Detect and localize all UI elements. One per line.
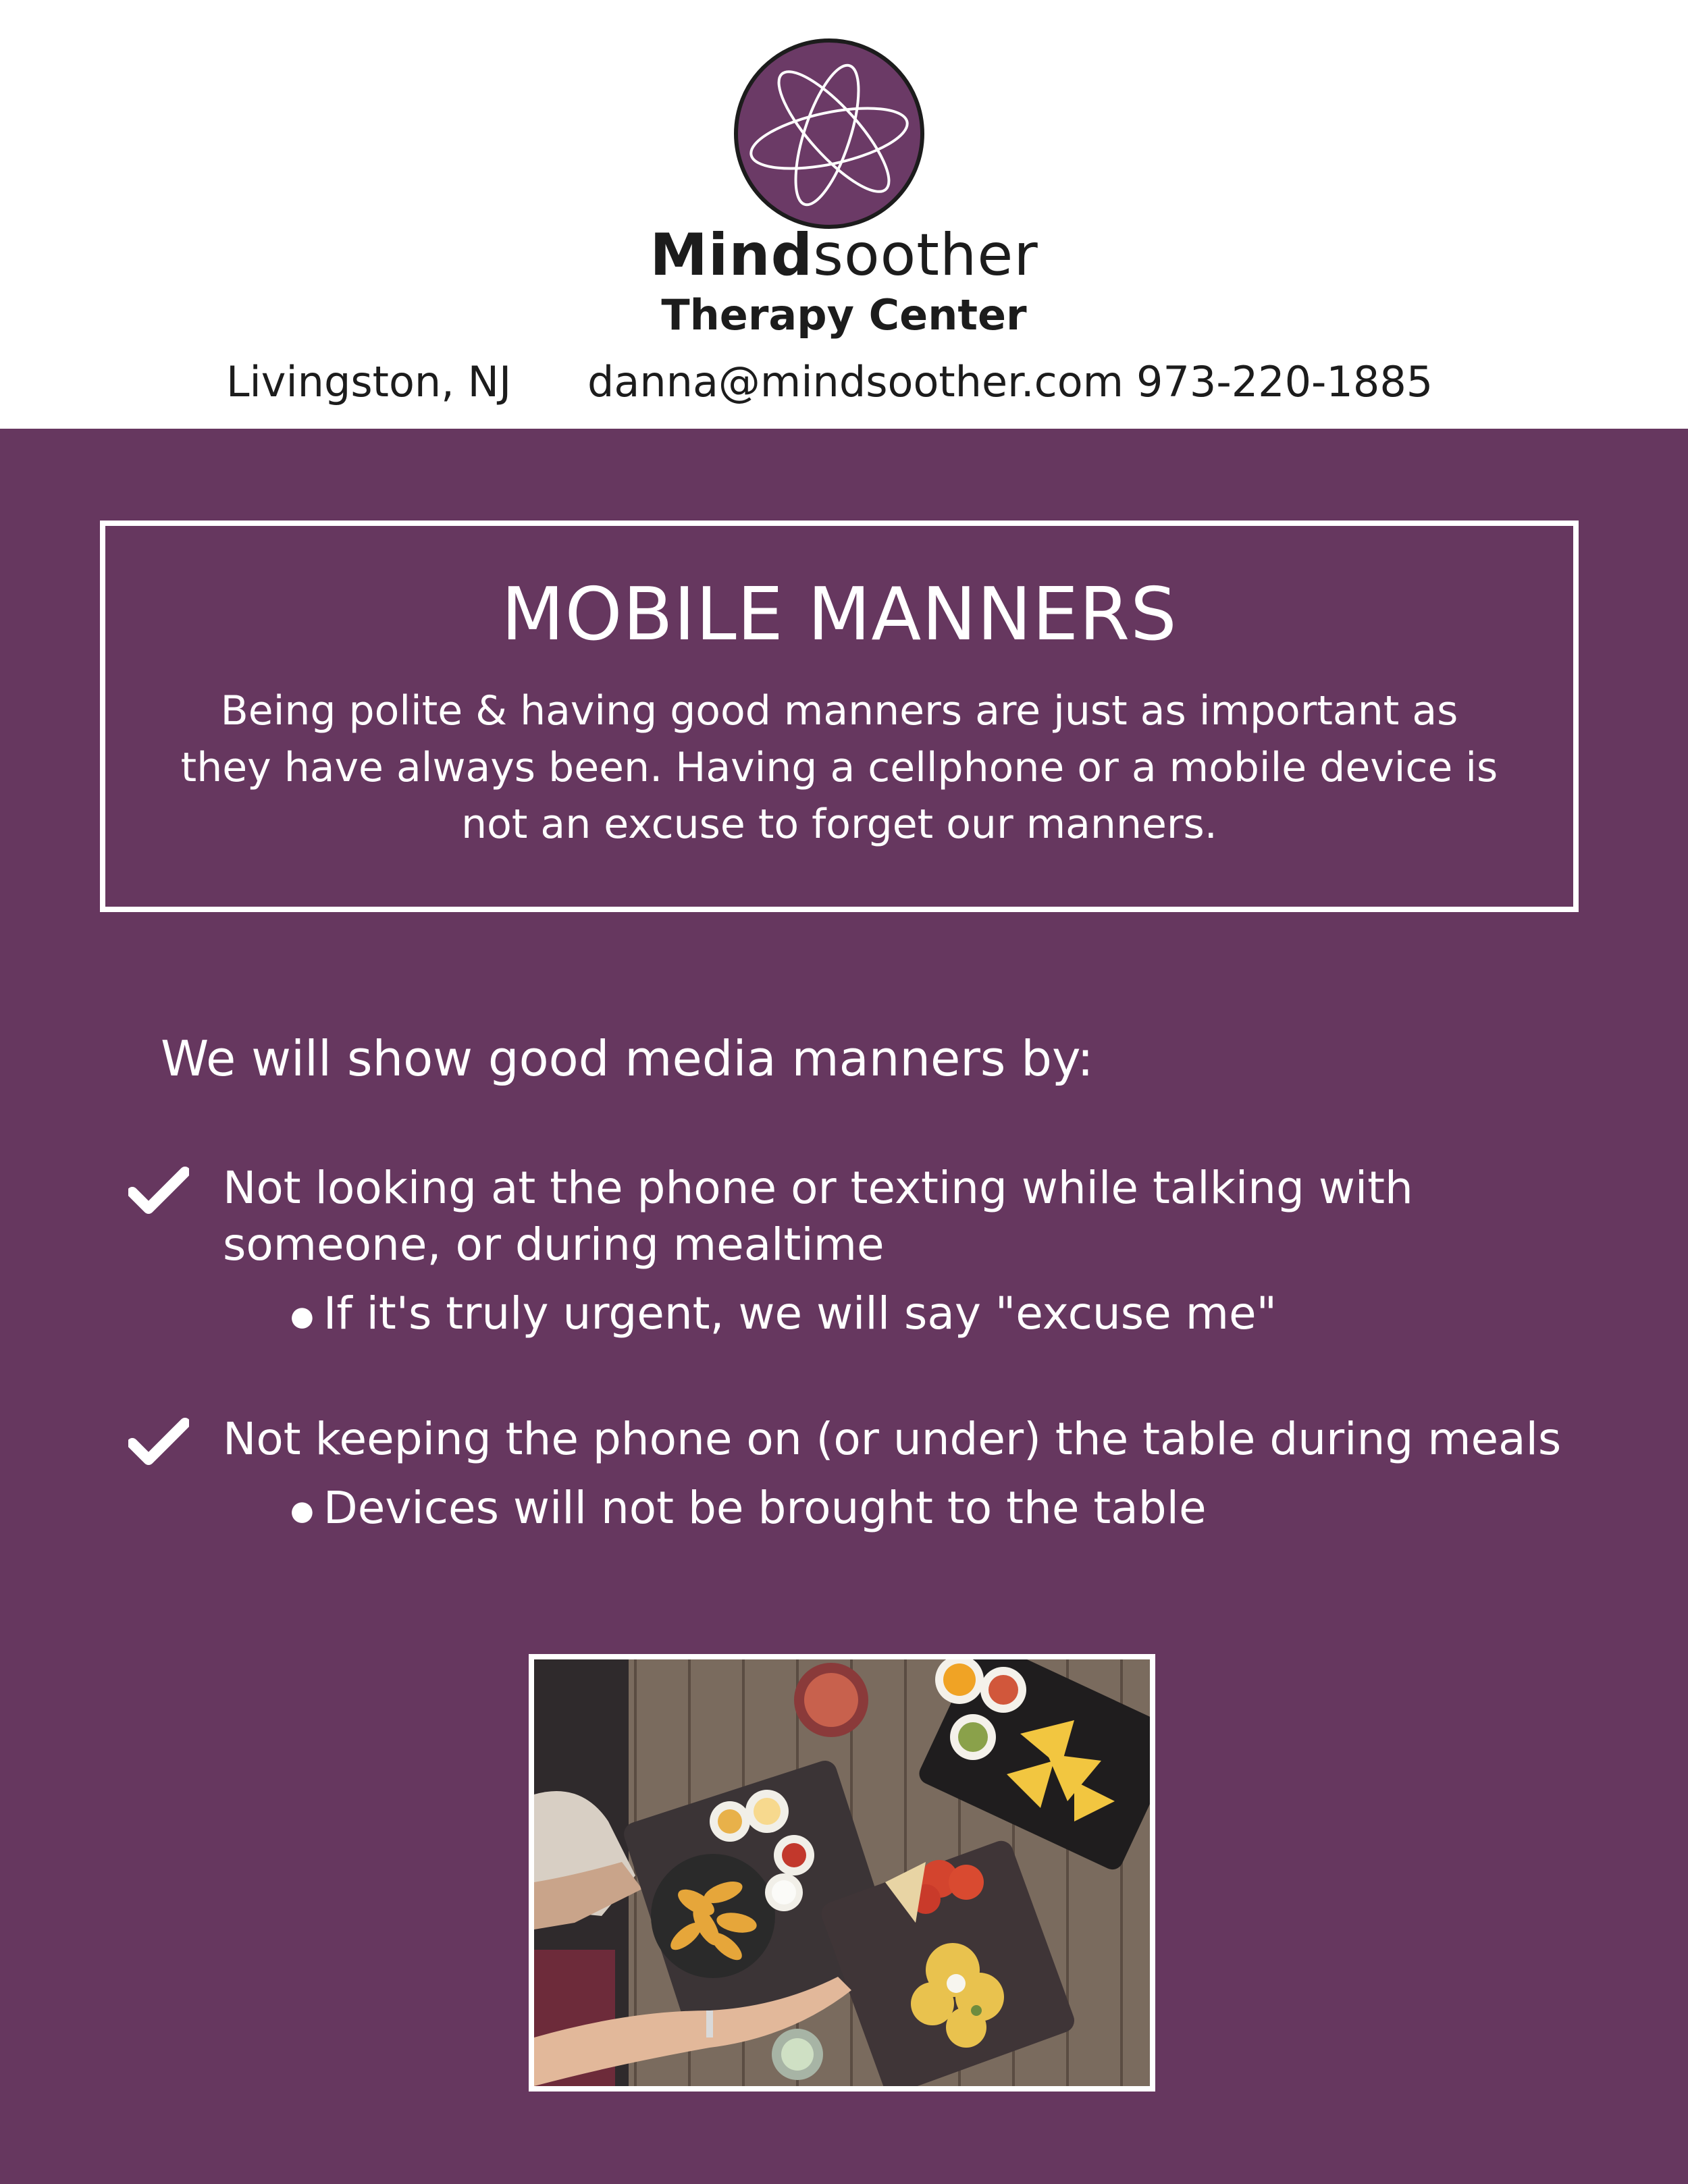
- bullet-icon: ●: [290, 1495, 314, 1526]
- brand-name: [0, 223, 1688, 340]
- manner-sub-item: [290, 1285, 1614, 1345]
- manners-lead: We will show good media manners by:: [161, 1030, 1094, 1087]
- manner-item: [128, 1160, 1614, 1345]
- manner-item-text: Not looking at the phone or texting while talking with someone, or during mealtime: [223, 1162, 1413, 1271]
- contact-email: danna@mindsoother.com: [587, 357, 1124, 406]
- page-title: MOBILE MANNERS: [501, 572, 1178, 657]
- brand-wordmark-light: soother: [813, 221, 1038, 289]
- manner-item-text: Not keeping the phone on (or under) the table during meals: [223, 1413, 1562, 1465]
- bullet-icon: ●: [290, 1300, 314, 1332]
- intro-box: [100, 521, 1579, 912]
- brand-wordmark-strong: Mind: [650, 221, 814, 289]
- mindsoother-logo-icon: [733, 37, 926, 230]
- manner-sub-item: [290, 1480, 1614, 1539]
- manner-sub-item-text: If it's truly urgent, we will say "excuse me": [323, 1287, 1277, 1339]
- intro-text: Being polite & having good manners are just as important as they have always been. Having a cellphone or a mobile device is not an excuse to forget our manners.: [180, 687, 1498, 848]
- manner-item: [128, 1411, 1614, 1539]
- manner-sub-item-text: Devices will not be brought to the table: [323, 1482, 1207, 1534]
- meal-photo: [529, 1654, 1155, 2092]
- contact-location: Livingston, NJ: [226, 357, 512, 406]
- brand-subtitle: Therapy Center: [661, 290, 1027, 340]
- contact-phone: 973-220-1885: [1136, 357, 1433, 406]
- checkmark-icon: [128, 1167, 189, 1214]
- page-header: [0, 0, 1688, 429]
- checkmark-icon: [128, 1418, 189, 1465]
- brand-wordmark: [0, 223, 1688, 288]
- meal-photo-illustration: [534, 1659, 1150, 2086]
- main-content: [0, 429, 1688, 2184]
